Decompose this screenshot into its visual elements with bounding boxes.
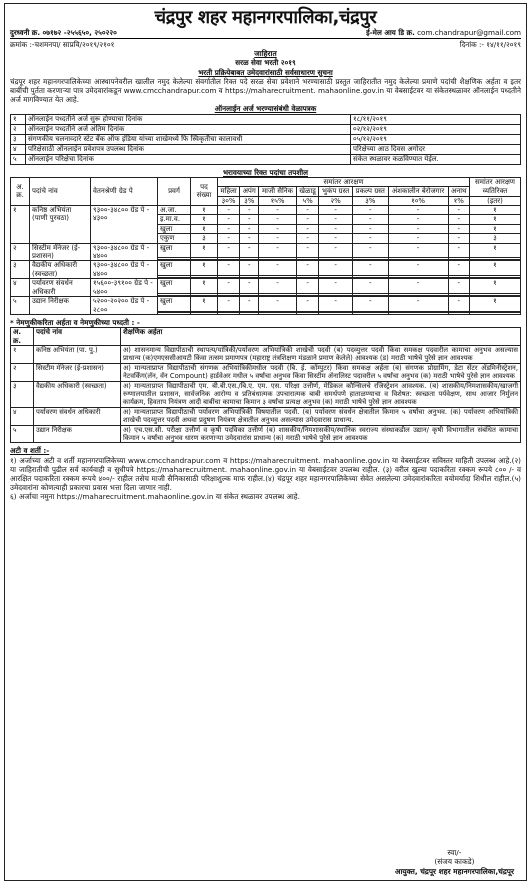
post-cell: -	[259, 243, 297, 258]
qual-post: उद्यान निरीक्षक	[34, 425, 121, 443]
schedule-row	[11, 154, 521, 164]
post-cell: -	[388, 297, 448, 312]
empty-cell	[191, 313, 218, 315]
post-name: पर्यावरण संवर्धन अधिकारी	[30, 279, 91, 297]
post-cell: -	[319, 224, 353, 233]
schedule-date: ०५/१२/२०१९	[351, 134, 521, 144]
post-cell: -	[448, 279, 469, 294]
post-category: एकुण	[158, 234, 191, 243]
schedule-no: ५	[11, 154, 26, 164]
post-cell: १	[191, 224, 218, 233]
post-cell: -	[240, 234, 259, 243]
post-cell: १	[191, 243, 218, 258]
post-cell: -	[352, 279, 388, 294]
post-cell: -	[448, 261, 469, 276]
qual-text: अ) मान्यताप्राप्त विद्यापीठाची पर्यावरण अभियांत्रिकी विषयातील पदवी. (ब) पर्यावरण संवर्धन क्षेत्रातील किमान ५ वर्षांचा अनुभव. (क) पर्यावरण अभियांत्रिकी शाखेची पदव्युत्तर पदवी अथवा प्रदुषण नियंत्रण क्षेत्रातील अनुभव असल्यास उमेदवारास प्राधान्य.	[121, 407, 521, 425]
signature-designation: आयुक्त, चंद्रपूर शहर महानगरपालिका,चंद्रपूर	[394, 866, 514, 876]
post-cell: -	[388, 206, 448, 215]
qual-col-no: अ. क्र.	[11, 328, 34, 346]
schedule-item: ऑनलाईन परिक्षेचा दिनांक	[26, 154, 351, 164]
post-cell: -	[448, 297, 469, 312]
schedule-no: २	[11, 124, 26, 134]
reserve-col-header: खेळाडू	[296, 187, 319, 196]
post-category: अ.जा.	[158, 206, 191, 215]
signature-name: (संजय काकडे)	[434, 857, 475, 866]
qual-post: सिस्टीम मॅनेजर (ई-प्रशासन)	[34, 363, 121, 381]
post-cell: -	[448, 206, 469, 215]
schedule-table	[10, 114, 521, 165]
post-cell: -	[218, 261, 240, 276]
post-cell: १	[191, 279, 218, 294]
empty-cell	[470, 313, 521, 315]
post-cell: -	[319, 279, 353, 294]
divider	[10, 38, 521, 39]
post-cell: -	[218, 224, 240, 233]
post-cell: -	[352, 297, 388, 312]
reserve-col-header: अपंग	[240, 187, 259, 196]
reserve-col-header: अंशकालीन बेरोजगार	[388, 187, 448, 196]
empty-cell	[319, 313, 353, 315]
qual-row	[11, 363, 521, 381]
qual-post: कनिष्ठ अभियंता (पा. पु.)	[34, 345, 121, 363]
post-cell: -	[388, 224, 448, 233]
reserve-col-header: माजी सैनिक	[259, 187, 297, 196]
post-cell: -	[259, 297, 297, 312]
post-category: खुला	[158, 279, 191, 294]
qual-col-q: शैक्षणिक अर्हता	[121, 328, 521, 346]
notice-sub1: सरळ सेवा भरती २०१९	[235, 58, 296, 68]
notice-sub2: भरती प्रक्रियेबाबत उमेदवारांसाठी सर्वसाधारण सुचना	[198, 67, 333, 77]
post-cell: -	[319, 243, 353, 258]
post-cell: -	[296, 215, 319, 224]
signature-block	[395, 848, 514, 877]
empty-cell	[448, 313, 469, 315]
header	[10, 6, 521, 28]
schedule-item: परिक्षेसाठी ऑनलाईन प्रवेशपत्र उपलब्ध दिनांक	[26, 144, 351, 154]
post-cell: -	[296, 297, 319, 312]
qual-row	[11, 407, 521, 425]
post-cell: -	[388, 279, 448, 294]
col-no: अ. क्र.	[11, 177, 30, 205]
schedule-item: संगणकीय चलनाव्दारे स्टेट बँक ऑफ इंडिया यांच्या शाखेमध्ये फि स्विकृतीचा कालावधी	[26, 134, 351, 144]
terms-text: १) अर्जाच्या अटी व शर्ती महानगरपालिकेच्या www.cmcchandrapur.com व https://maharecruitment. mahaonline.gov.in या वेबसाईटवर सविस्तर माहिती उपलब्ध आहे.(२) या जाहिरातीची पुढील सर्व कार्यवाही व सुधीपत्रे https://maharecruitment. mahaonline.gov.in या वेबसाईटवर उपलब्ध राहील. (३) वरील खुल्या पदाकरिता रक्कम रूपये ८०० /- व आरक्षित पदाकरिता रक्कम रूपये ४००/- राहील तसेच माजी सैनिकासाठी परिक्षाशुल्क माफ राहील.(४) चंद्रपूर शहर महानगरपालिकेच्या सेवेत असलेल्या उमेदवारांकरिता वयोमर्यादा शिथील राहील.(५) उमेदवारांना कोणत्याही प्रकारचा प्रवास भत्ता दिला जाणार नाही.	[10, 455, 521, 493]
post-cell: १	[191, 297, 218, 312]
post-cell: -	[240, 261, 259, 276]
post-cell: -	[240, 215, 259, 224]
post-cell: -	[259, 206, 297, 215]
post-cell: १	[470, 279, 521, 294]
post-no: ३	[11, 261, 30, 279]
col-post: पदांचे नांव	[30, 177, 91, 205]
post-cell: -	[319, 261, 353, 276]
empty-cell	[388, 313, 448, 315]
post-category: खुला	[158, 243, 191, 258]
post-cell: -	[296, 279, 319, 294]
schedule-date: संकेत स्थळावर कळविण्यात येईल.	[351, 154, 521, 164]
post-name: वैद्यकीय अधिकारी (स्वच्छता)	[30, 261, 91, 279]
vacancy-row	[11, 279, 521, 294]
email-label: ई-मेल आय डि क्र.	[366, 28, 415, 37]
post-cell: १	[470, 215, 521, 224]
post-cell: -	[240, 243, 259, 258]
empty-cell	[352, 313, 388, 315]
post-cell: -	[259, 234, 297, 243]
schedule-date: ०२/१२/२०१९	[351, 124, 521, 134]
post-cell: -	[296, 261, 319, 276]
post-cell: -	[319, 297, 353, 312]
other-col-pct: (इतर)	[470, 196, 521, 205]
qual-text: अ) मान्यताप्राप्त विद्यापीठाची संगणक अभियांत्रिकीमधील पदवी (बि. ई. कॉम्पुटर) किंवा समकक्ष अर्हता (ब) संगणक प्रोग्रामिंग, डेटा सेंटर ॲडमिनीस्ट्रेशन, नेटवर्किंग(लॅन, वॅन Compount) हार्डवेअर मधील ५ वर्षांचा अनुभव किंवा सिस्टीम ॲनालिस्ट पदावरील ५ वर्षांचा अनुभव (क) मराठी भाषेचे पुरेसे ज्ञान आवश्यक	[121, 363, 521, 381]
post-name: कनिष्ठ अभियंता (पाणी पुरवठा)	[30, 206, 91, 244]
reserve-col-header: महिला	[218, 187, 240, 196]
col-reserve: समांतर आरक्षण	[218, 177, 470, 186]
schedule-no: ४	[11, 144, 26, 154]
schedule-row	[11, 114, 521, 124]
schedule-title: ऑनलाईन अर्ज भरण्यासंबंधी वेळापत्रक	[214, 104, 317, 114]
vacancy-row	[11, 243, 521, 258]
post-cell: १	[470, 243, 521, 258]
post-cell: -	[296, 206, 319, 215]
post-category: खुला	[158, 224, 191, 233]
phone-text: दुरध्वनी क्र. ०७१७२ -२५५६५०, २५०२२०	[10, 28, 117, 37]
reserve-col-pct: १%	[448, 196, 469, 205]
post-cell: -	[319, 215, 353, 224]
post-pay: ५२००-२०२०० ग्रेड पे - २८००	[91, 297, 158, 315]
vacancy-table	[10, 177, 521, 315]
schedule-row	[11, 124, 521, 134]
post-cell: -	[352, 215, 388, 224]
schedule-no: ३	[11, 134, 26, 144]
col-count: पद संख्या	[191, 177, 218, 205]
post-cell: -	[259, 279, 297, 294]
post-name: सिस्टीम मॅनेजर (ई- प्रशासन)	[30, 243, 91, 261]
vacancy-title: भरावयाच्या रिक्त पदांचा तपशील	[222, 167, 308, 177]
email-text: com.chandrapur@gmail.com	[417, 28, 521, 37]
vacancy-row	[11, 261, 521, 276]
post-cell: -	[319, 206, 353, 215]
notice-intro: चंद्रपूर शहर महानगरपालिकेच्या आस्थापनेवरील खालील नमुद केलेल्या संवर्गातील रिक्त पदे सरळ सेवा प्रवेशाने भरण्यासाठी प्रस्तुत जाहिरातीत नमुद केलेल्या प्रमाणे पदांची शैक्षणिक अर्हता व इतर बाबींची पुर्तता करणाऱ्या पात्र उमेदवारांकडून www.cmcchandrapur.com व https://maharecruitment. mahaonline.gov.in या वेबसाईटवर या संकेतस्थळावर ऑनलाईन पध्दतीने अर्ज मागविण्यात येत आहे.	[10, 76, 521, 105]
signature-sd: स्वा/-	[447, 847, 462, 857]
post-cell: -	[259, 261, 297, 276]
post-pay: ९३००-३४८०० ग्रेड पे - ४३००	[91, 206, 158, 244]
qual-text: अ) मान्यताप्राप्त विद्यापीठाची एम. बी.बी.एस./बि.ए. एम. एस. परिक्षा उत्तीर्ण, मेडिकल कौन्सिलचे रजिस्ट्रेशन आवश्यक. (ब) शासकीय/निमशासकीय/खाजगी रुग्णालयातील प्रशासन, सार्वजनिक आरोग्य व प्रतिबंधात्मक उपचारात्मक बाबी समर्थपणे हाताळण्याचा व विशेषत: स्वच्छता पर्यवेक्षण, साथ आजार निर्मुलन कार्यक्रम, हिवताप नियंत्रण आदी बाबींचा कामाचा किमान ३ वर्षांचा प्रत्यक्ष अनुभव (क) मराठी भाषेचे पुरेसे ज्ञान आवश्यक	[121, 381, 521, 407]
notice-heading: जाहिरात	[254, 49, 277, 58]
qual-row	[11, 345, 521, 363]
post-cell: १	[191, 206, 218, 215]
post-cell: ३	[470, 234, 521, 243]
post-cell: -	[218, 297, 240, 312]
post-category: खुला	[158, 297, 191, 312]
reserve-col-header: भुकंप ग्रस्त	[319, 187, 353, 196]
post-cell: -	[388, 243, 448, 258]
post-pay: ९३००-३४८०० ग्रेड पे - ४४००	[91, 261, 158, 279]
vacancy-row	[11, 297, 521, 312]
col-last: समांतर आरक्षण व्यतिरिक्त	[470, 177, 521, 196]
post-cell: १	[470, 261, 521, 276]
schedule-row	[11, 144, 521, 154]
ref-number: क्रमांक :-चशमनपा/ साप्रवि/२०१९/२१०१	[10, 40, 115, 49]
post-cell: -	[448, 234, 469, 243]
post-cell: -	[352, 234, 388, 243]
post-cell: -	[352, 224, 388, 233]
post-cell: १	[470, 297, 521, 312]
reserve-col-pct: ३%	[352, 196, 388, 205]
reserve-col-pct: १०%	[388, 196, 448, 205]
page-title: चंद्रपुर शहर महानगरपालिका,चंद्रपुर	[154, 7, 377, 28]
qualification-table	[10, 327, 521, 443]
qual-text: अ) एच.एस.सी. परीक्षा उत्तीर्ण व कृषी पदविका उत्तीर्ण (ब) शासकीय/निमशासकीय/स्थानिक स्वराज्य संस्थाकडील उद्यान/ कृषी विभागातील संबंधित कामाचा किमान ५ वर्षांचा अनुभव धारण करणाऱ्या उमेदवारांस प्राधान्य (क) मराठी भाषेचे पुरेसे ज्ञान आवश्यक	[121, 425, 521, 443]
post-cell: -	[352, 261, 388, 276]
reserve-col-header: अनाथ	[448, 187, 469, 196]
post-cell: -	[218, 206, 240, 215]
post-cell: -	[388, 215, 448, 224]
post-cell: -	[218, 243, 240, 258]
qual-row	[11, 381, 521, 407]
notice-page	[4, 3, 527, 881]
post-cell: -	[259, 215, 297, 224]
qual-text: अ) शासनमान्य विद्यापीठाची स्थापत्य/यांत्रिकी/पर्यावरण अभियांत्रिकी शाखेची पदवी (ब) पदव्युत्तर पदवी किंवा समकक्ष पदवारील कामाचा अनुभव असल्यास प्राधान्य (क)एमएससीआयटी किंवा तत्सम प्रमाणपत्र (महाराष्ट्र तंत्रशिक्षण मंडळाने प्रमाण केलेले) आवश्यक (ड) मराठी भाषेचे पुरेसे ज्ञान आवश्यक	[121, 345, 521, 363]
post-cell: १	[470, 206, 521, 215]
post-no: ४	[11, 279, 30, 297]
post-cell: -	[296, 243, 319, 258]
empty-cell	[158, 313, 191, 315]
post-cell: १	[191, 215, 218, 224]
post-cell: -	[448, 224, 469, 233]
post-name: उद्यान निरीक्षक	[30, 297, 91, 315]
post-category: खुला	[158, 261, 191, 276]
ref-date: दिनांक :- १४/११/२०१९	[459, 40, 521, 49]
reserve-col-pct: १५%	[259, 196, 297, 205]
empty-cell	[218, 313, 240, 315]
schedule-date: परिक्षेच्या आठ दिवस अगोदर	[351, 144, 521, 154]
reserve-col-pct: २%	[319, 196, 353, 205]
qual-title: * नेमणुकीकरिता अर्हता व नेमणुकीच्या पध्दती : -	[10, 317, 140, 327]
post-cell: -	[448, 215, 469, 224]
post-cell: -	[240, 206, 259, 215]
post-no: १	[11, 206, 30, 244]
schedule-date: १८/११/२०१९	[351, 114, 521, 124]
col-pay: वेतनश्रेणी ग्रेड पे	[91, 177, 158, 205]
empty-cell	[296, 313, 319, 315]
post-cell: -	[448, 243, 469, 258]
post-cell: १	[470, 224, 521, 233]
terms-6: ६) अर्जाचा नमुना https://maharecruitment.mahaonline.gov.in या संकेत स्थळावर उपलब्ध आहे.	[10, 492, 300, 502]
qual-no: ३	[11, 381, 34, 407]
post-cell: -	[388, 234, 448, 243]
post-cell: -	[218, 215, 240, 224]
qual-no: ५	[11, 425, 34, 443]
post-cell: -	[352, 206, 388, 215]
qual-no: ४	[11, 407, 34, 425]
qual-post: वैद्यकीय अधिकारी (स्वच्छता)	[34, 381, 121, 407]
empty-cell	[240, 313, 259, 315]
schedule-item: ऑनलाईन पध्दतीने अर्ज सुरू होण्याचा दिनांक	[26, 114, 351, 124]
empty-cell	[259, 313, 297, 315]
contact-row	[10, 28, 521, 37]
ref-row	[10, 40, 521, 49]
schedule-no: १	[11, 114, 26, 124]
post-no: ५	[11, 297, 30, 315]
post-cell: -	[259, 224, 297, 233]
post-cell: -	[388, 261, 448, 276]
post-cell: -	[296, 234, 319, 243]
post-cell: -	[218, 234, 240, 243]
post-cell: -	[296, 224, 319, 233]
post-pay: १५६००-३९१०० ग्रेड पे - ५४००	[91, 279, 158, 297]
col-cat: प्रवर्ग	[158, 177, 191, 205]
qual-row	[11, 425, 521, 443]
qual-post: पर्यावरण संवर्धन अधिकारी	[34, 407, 121, 425]
post-cell: -	[240, 224, 259, 233]
post-cell: -	[319, 234, 353, 243]
post-pay: ९३००-३४८०० ग्रेड पे - ४४००	[91, 243, 158, 261]
vacancy-row	[11, 206, 521, 215]
post-cell: ३	[191, 234, 218, 243]
post-cell: -	[240, 279, 259, 294]
post-cell: -	[352, 243, 388, 258]
post-cell: -	[240, 297, 259, 312]
post-no: २	[11, 243, 30, 261]
qual-no: २	[11, 363, 34, 381]
reserve-col-header: प्रकल्प ग्रस्त	[352, 187, 388, 196]
post-category: इ.मा.व.	[158, 215, 191, 224]
post-cell: -	[218, 279, 240, 294]
qual-col-post: पदांचे नांव	[34, 328, 121, 346]
reserve-col-pct: ५%	[296, 196, 319, 205]
schedule-row	[11, 134, 521, 144]
qual-no: १	[11, 345, 34, 363]
reserve-col-pct: ३%	[240, 196, 259, 205]
schedule-item: ऑनलाईन पध्दतीने अर्ज अंतिम दिनांक	[26, 124, 351, 134]
post-cell: १	[191, 261, 218, 276]
terms-title: अटी व शर्ती :-	[10, 446, 50, 456]
reserve-col-pct: ३०%	[218, 196, 240, 205]
